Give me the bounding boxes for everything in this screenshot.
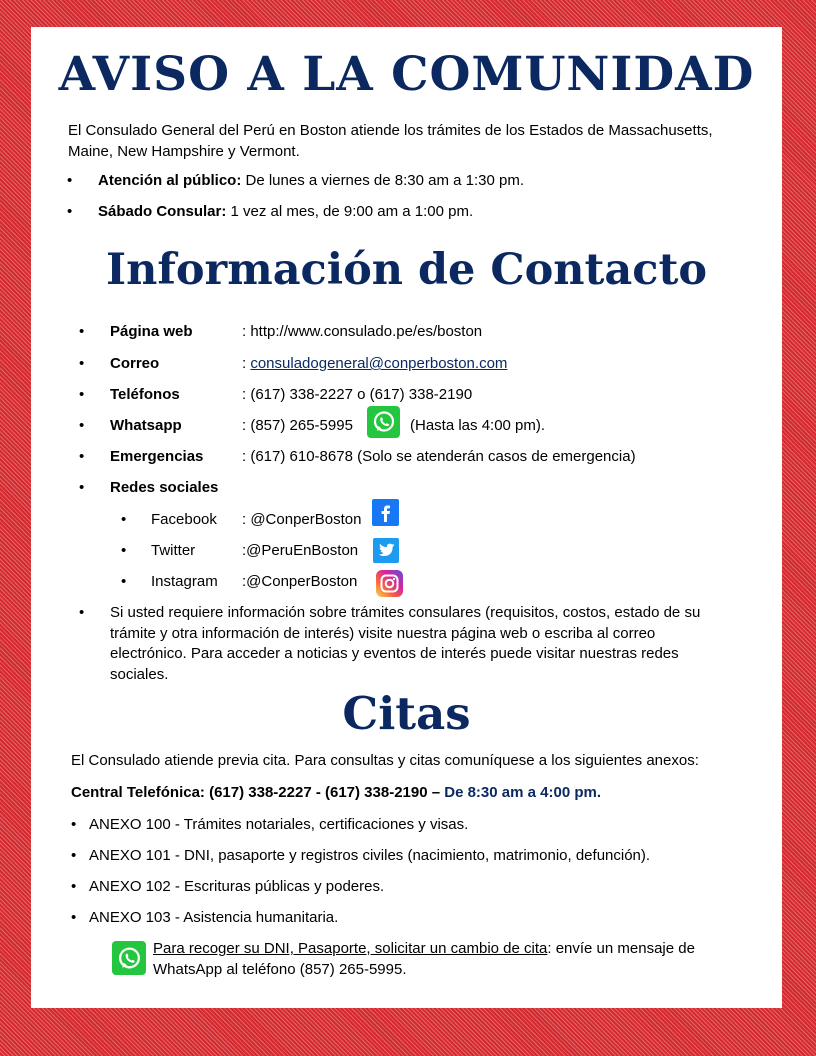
emergency-label: Emergencias xyxy=(110,448,204,465)
whatsapp-icon[interactable] xyxy=(112,941,146,975)
contact-heading: Información de Contacto xyxy=(105,245,707,295)
citas-heading: Citas xyxy=(342,687,471,740)
bullet: • xyxy=(79,417,85,434)
hours-label: Atención al público: xyxy=(98,172,242,189)
bullet: • xyxy=(79,355,85,372)
social-name-twitter: Twitter xyxy=(151,542,196,559)
whatsapp-note-line2: WhatsApp al teléfono (857) 265-5995. xyxy=(153,960,407,978)
bullet: • xyxy=(71,816,77,833)
phones-value: : (617) 338-2227 o (617) 338-2190 xyxy=(242,386,473,403)
hours-text: De lunes a viernes de 8:30 am a 1:30 pm. xyxy=(241,172,525,189)
bullet: • xyxy=(67,172,73,189)
hours-label: Sábado Consular: xyxy=(98,203,227,220)
intro-line-2: Maine, New Hampshire y Vermont. xyxy=(68,143,300,160)
info-line: Si usted requiere información sobre trámites consulares (requisitos, costos, estado de su xyxy=(110,604,701,621)
phones-label: Teléfonos xyxy=(110,386,180,403)
whatsapp-label: Whatsapp xyxy=(110,417,182,434)
bullet: • xyxy=(79,604,85,621)
facebook-icon[interactable] xyxy=(372,499,399,526)
bullet: • xyxy=(71,878,77,895)
social-handle-twitter[interactable]: :@PeruEnBoston xyxy=(242,542,359,559)
bullet: • xyxy=(71,909,77,926)
bullet: • xyxy=(79,386,85,403)
whatsapp-note: (Hasta las 4:00 pm). xyxy=(410,417,546,434)
bullet: • xyxy=(79,323,85,340)
anexo-item: ANEXO 101 - DNI, pasaporte y registros civiles (nacimiento, matrimonio, defunción). xyxy=(89,847,651,864)
anexo-item: ANEXO 102 - Escrituras públicas y poderes. xyxy=(89,878,385,895)
social-name-instagram: Instagram xyxy=(151,573,218,590)
page-title: AVISO A LA COMUNIDAD xyxy=(58,47,755,102)
central-label: Central Telefónica: (617) 338-2227 - (617) 338-2190 – xyxy=(71,784,445,801)
whatsapp-instructions xyxy=(153,939,695,980)
bullet: • xyxy=(121,511,127,528)
whatsapp-icon[interactable] xyxy=(367,406,400,438)
hours-text: 1 vez al mes, de 9:00 am a 1:00 pm. xyxy=(226,203,474,220)
anexo-item: ANEXO 103 - Asistencia humanitaria. xyxy=(89,909,339,926)
social-name-facebook: Facebook xyxy=(151,511,217,528)
bullet: • xyxy=(71,847,77,864)
citas-intro: El Consulado atiende previa cita. Para consultas y citas comuníquese a los siguientes anexos: xyxy=(71,752,699,769)
notice-sheet xyxy=(31,27,782,1008)
bullet: • xyxy=(121,542,127,559)
bullet: • xyxy=(121,573,127,590)
bullet: • xyxy=(79,479,85,496)
hours-item xyxy=(98,202,473,221)
whatsapp-note-underlined: Para recoger su DNI, Pasaporte, solicitar un cambio de cita xyxy=(153,940,548,957)
bullet: • xyxy=(79,448,85,465)
intro-line-1: El Consulado General del Perú en Boston atiende los trámites de los Estados de Massachusetts, xyxy=(68,122,713,139)
central-phone xyxy=(71,783,601,802)
social-label: Redes sociales xyxy=(110,479,219,496)
emergency-value: : (617) 610-8678 (Solo se atenderán casos de emergencia) xyxy=(242,448,636,465)
hours-item xyxy=(98,171,524,190)
bullet: • xyxy=(67,203,73,220)
email-sep: : xyxy=(242,355,251,372)
web-label: Página web xyxy=(110,323,193,340)
whatsapp-note-rest: : envíe un mensaje de xyxy=(547,940,695,957)
social-handle-instagram[interactable]: :@ConperBoston xyxy=(242,573,358,590)
twitter-icon[interactable] xyxy=(373,538,399,563)
info-line: sociales. xyxy=(110,665,169,683)
info-line: electrónico. Para acceder a noticias y eventos de interés puede visitar nuestras redes xyxy=(110,645,679,662)
central-hours: De 8:30 am a 4:00 pm. xyxy=(444,784,601,801)
web-value[interactable]: : http://www.consulado.pe/es/boston xyxy=(242,323,483,340)
info-paragraph xyxy=(110,603,700,685)
info-line: trámite y otra información de interés) visite nuestra página web o escriba al correo xyxy=(110,624,656,642)
email-row xyxy=(242,354,507,373)
email-link[interactable]: consuladogeneral@conperboston.com xyxy=(250,355,508,372)
social-handle-facebook[interactable]: : @ConperBoston xyxy=(242,511,362,528)
anexo-item: ANEXO 100 - Trámites notariales, certificaciones y visas. xyxy=(89,816,469,833)
instagram-icon[interactable] xyxy=(376,570,403,597)
whatsapp-value: : (857) 265-5995 xyxy=(242,417,353,434)
email-label: Correo xyxy=(110,355,160,372)
